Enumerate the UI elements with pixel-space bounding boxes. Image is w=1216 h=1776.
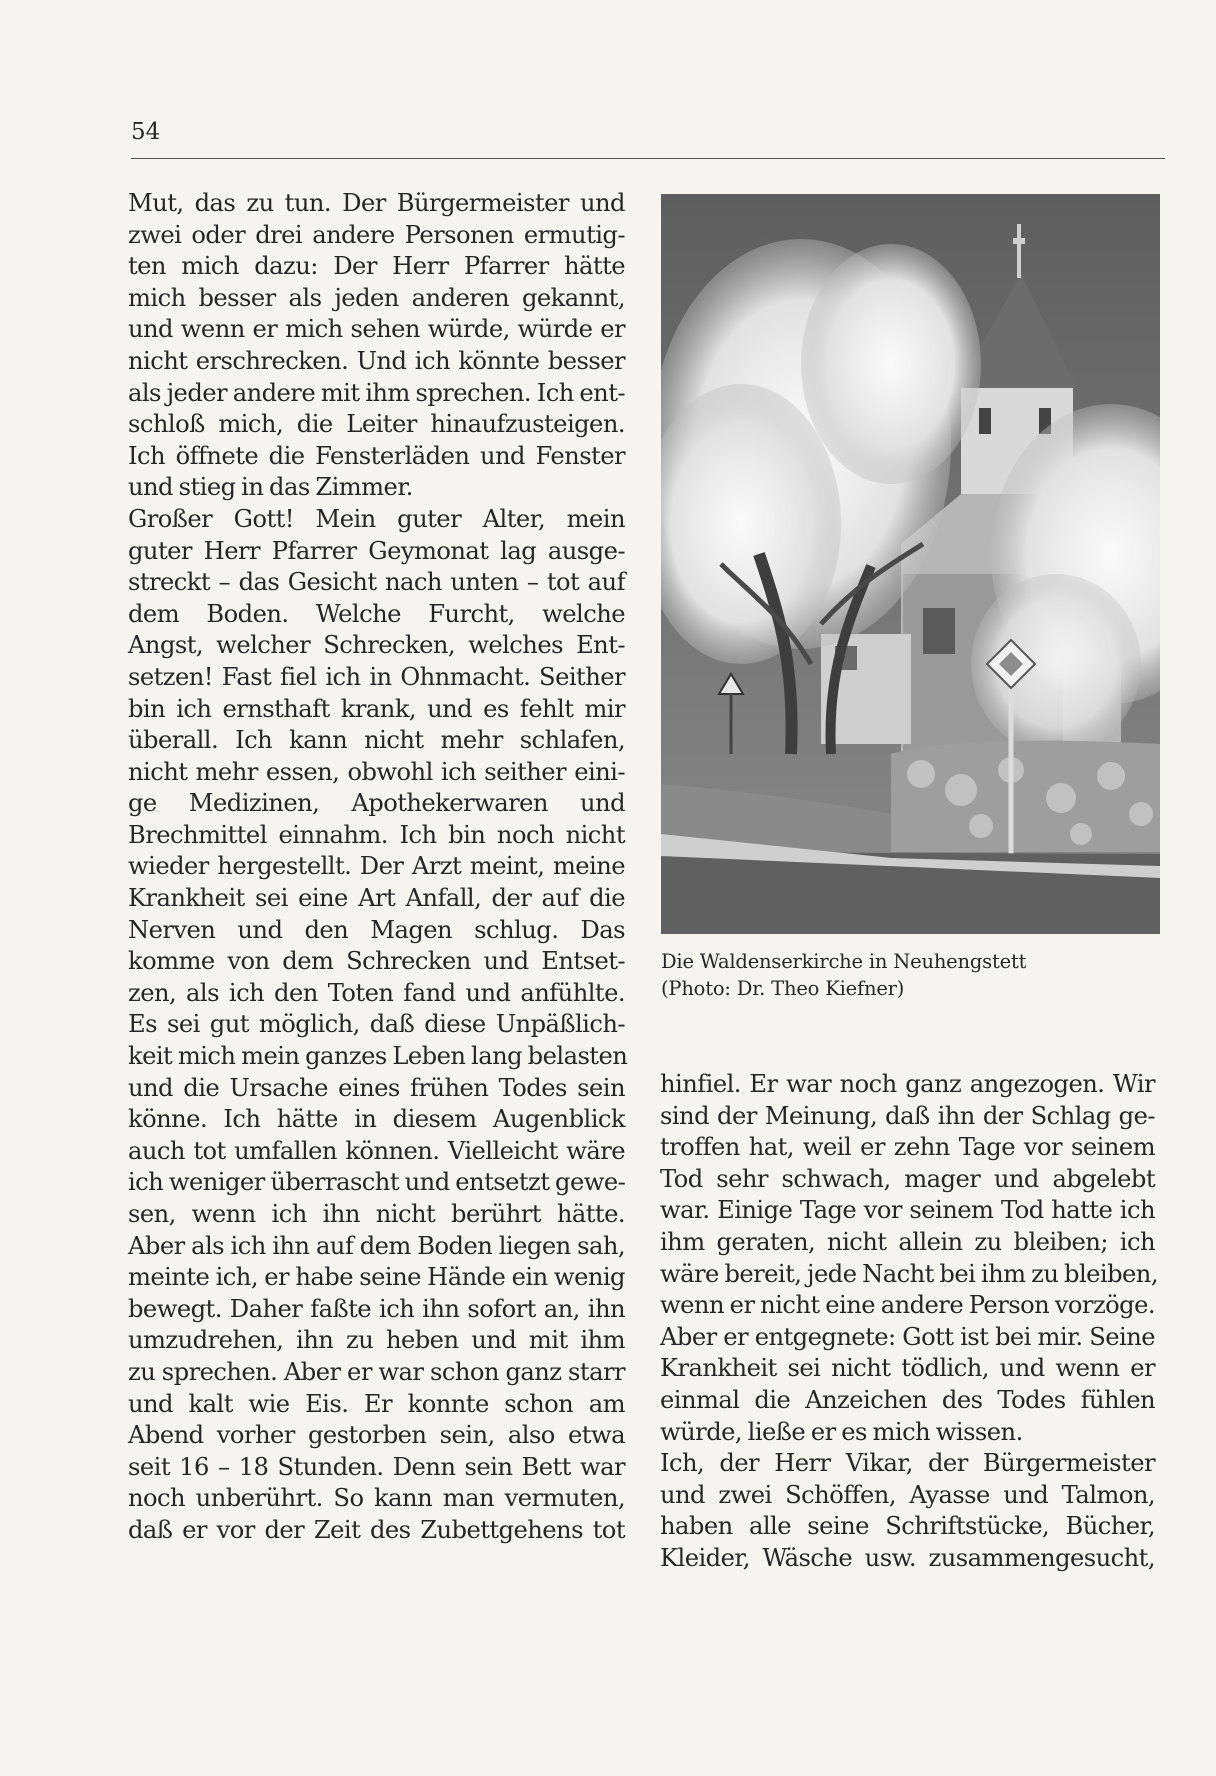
text-line: Nerven und den Magen schlug. Das xyxy=(128,915,625,944)
text-line: Krankheit sei eine Art Anfall, der auf die xyxy=(128,884,625,913)
text-line: zwei oder drei andere Personen ermutig- xyxy=(128,220,625,249)
text-line: Abend vorher gestorben sein, also etwa xyxy=(128,1421,625,1450)
text-line: bin ich ernsthaft krank, und es fehlt mir xyxy=(128,694,625,723)
text-line: sind der Meinung, daß ihn der Schlag ge- xyxy=(660,1101,1155,1130)
text-line: und kalt wie Eis. Er konnte schon am xyxy=(128,1389,625,1418)
text-line: schloß mich, die Leiter hinaufzusteigen. xyxy=(128,410,625,439)
caption-line: Die Waldenserkirche in Neuhengstett xyxy=(661,950,1027,973)
text-line: komme von dem Schrecken und Entset- xyxy=(128,947,625,976)
text-line: wieder hergestellt. Der Arzt meint, meine xyxy=(128,852,625,881)
text-line: nicht erschrecken. Und ich könnte besser xyxy=(128,346,625,375)
text-line: wenn er nicht eine andere Person vorzöge. xyxy=(660,1291,1155,1320)
text-line: und die Ursache eines frühen Todes sein xyxy=(128,1073,625,1102)
text-line: daß er vor der Zeit des Zubettgehens tot xyxy=(128,1515,625,1544)
church-photo xyxy=(661,194,1160,934)
photo-caption xyxy=(661,948,1160,1002)
text-line: und wenn er mich sehen würde, würde er xyxy=(128,315,625,344)
text-line: Brechmittel einnahm. Ich bin noch nicht xyxy=(128,820,625,849)
text-line: streckt – das Gesicht nach unten – tot auf xyxy=(128,568,625,597)
text-line: Aber er entgegnete: Gott ist bei mir. Seine xyxy=(660,1322,1155,1351)
text-line: ich weniger überrascht und entsetzt gewe- xyxy=(128,1168,626,1197)
text-line: war. Einige Tage vor seinem Tod hatte ich xyxy=(660,1196,1155,1225)
text-line: einmal die Anzeichen des Todes fühlen xyxy=(660,1385,1155,1414)
text-line: ihm geraten, nicht allein zu bleiben; ich xyxy=(660,1227,1155,1256)
text-line: zen, als ich den Toten fand und anfühlte. xyxy=(128,978,625,1007)
text-line: zu sprechen. Aber er war schon ganz starr xyxy=(128,1357,625,1386)
caption-line: (Photo: Dr. Theo Kiefner) xyxy=(661,977,905,1000)
text-line: Aber als ich ihn auf dem Boden liegen sah, xyxy=(128,1231,625,1260)
text-line: würde, ließe er es mich wissen. xyxy=(660,1417,1023,1446)
text-line: wäre bereit, jede Nacht bei ihm zu bleiben, xyxy=(660,1259,1158,1288)
text-line: meinte ich, er habe seine Hände ein wenig xyxy=(128,1263,625,1292)
page-number: 54 xyxy=(131,119,161,145)
text-line: seit 16 – 18 Stunden. Denn sein Bett war xyxy=(128,1452,625,1481)
text-line: als jeder andere mit ihm sprechen. Ich ent- xyxy=(128,378,625,407)
text-line: setzen! Fast fiel ich in Ohnmacht. Seither xyxy=(128,662,625,691)
text-line: noch unberührt. So kann man vermuten, xyxy=(128,1484,625,1513)
text-line: Angst, welcher Schrecken, welches Ent- xyxy=(128,631,625,660)
text-column-left xyxy=(128,188,628,1547)
text-line: und zwei Schöffen, Ayasse und Talmon, xyxy=(660,1480,1155,1509)
text-line: mich besser als jeden anderen gekannt, xyxy=(128,283,625,312)
text-line: überall. Ich kann nicht mehr schlafen, xyxy=(128,726,625,755)
text-line: guter Herr Pfarrer Geymonat lag ausge- xyxy=(128,536,625,565)
text-line: Großer Gott! Mein guter Alter, mein xyxy=(128,504,625,533)
text-line: nicht mehr essen, obwohl ich seither eini- xyxy=(128,757,625,786)
text-line: bewegt. Daher faßte ich ihn sofort an, ihn xyxy=(128,1294,625,1323)
text-line: auch tot umfallen können. Vielleicht wäre xyxy=(128,1136,625,1165)
header-rule xyxy=(131,158,1165,159)
text-line: Kleider, Wäsche usw. zusammengesucht, xyxy=(660,1543,1155,1572)
text-line: umzudrehen, ihn zu heben und mit ihm xyxy=(128,1326,625,1355)
text-line: ten mich dazu: Der Herr Pfarrer hätte xyxy=(128,252,625,281)
text-line: ge Medizinen, Apothekerwaren und xyxy=(128,789,625,818)
text-column-right xyxy=(660,1069,1158,1575)
text-line: Ich öffnete die Fensterläden und Fenster xyxy=(128,441,625,470)
text-line: Tod sehr schwach, mager und abgelebt xyxy=(660,1164,1155,1193)
text-line: könne. Ich hätte in diesem Augenblick xyxy=(128,1105,625,1134)
text-line: Krankheit sei nicht tödlich, und wenn er xyxy=(660,1354,1155,1383)
text-line: hinfiel. Er war noch ganz angezogen. Wir xyxy=(660,1070,1155,1098)
text-line: dem Boden. Welche Furcht, welche xyxy=(128,599,625,628)
text-line: haben alle seine Schriftstücke, Bücher, xyxy=(660,1512,1155,1541)
text-line: sen, wenn ich ihn nicht berührt hätte. xyxy=(128,1200,625,1228)
text-line: Mut, das zu tun. Der Bürgermeister und xyxy=(128,189,625,217)
text-line: Ich, der Herr Vikar, der Bürgermeister xyxy=(660,1449,1155,1478)
text-line: troffen hat, weil er zehn Tage vor seinem xyxy=(660,1133,1155,1162)
text-line: und stieg in das Zimmer. xyxy=(128,473,413,502)
text-line: keit mich mein ganzes Leben lang belasten xyxy=(128,1042,628,1071)
text-line: Es sei gut möglich, daß diese Unpäßlich- xyxy=(128,1010,625,1039)
